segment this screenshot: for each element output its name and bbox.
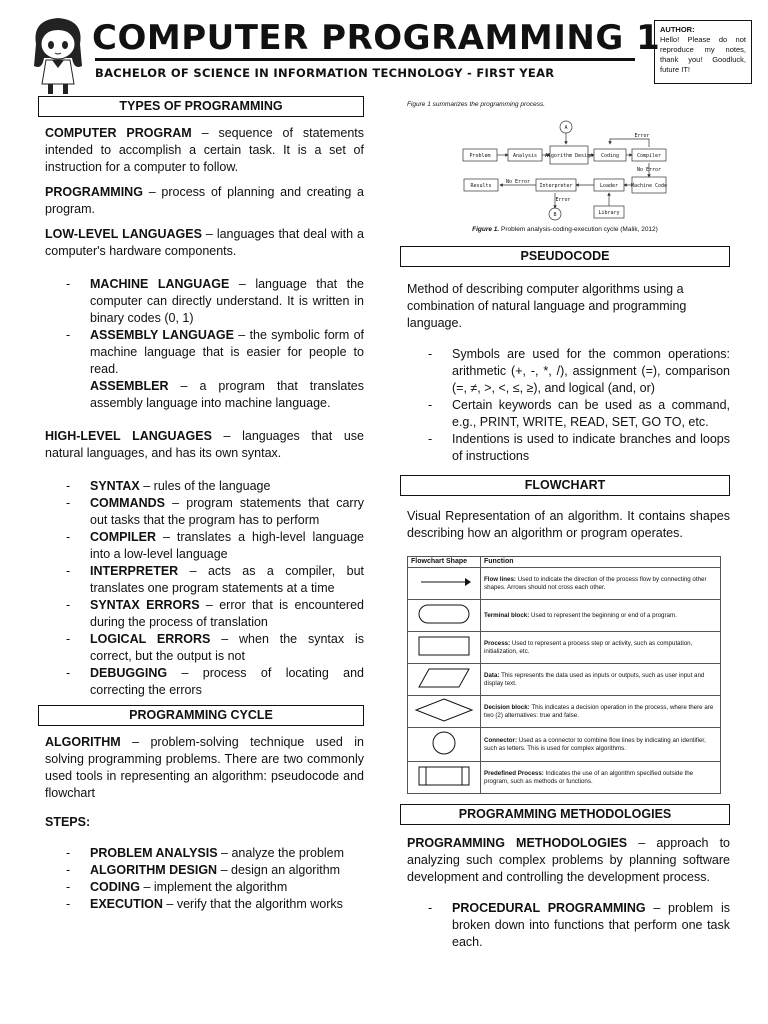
table-header-row — [408, 557, 721, 568]
table-cell — [408, 762, 481, 794]
term: ASSEMBLY LANGUAGE — [90, 328, 234, 342]
computer-program-definition — [45, 125, 364, 176]
definition: – languages that use natural languages, and has its own syntax. — [45, 429, 364, 460]
definition: – verify that the algorithm works — [162, 897, 343, 911]
definition: This indicates a decision operation in the process, where there are two (2) alternatives: true and false. — [484, 703, 714, 719]
low-level-definition — [45, 226, 364, 260]
term: COMPUTER PROGRAM — [45, 126, 192, 140]
diagram-label: Analysis — [512, 153, 538, 159]
pseudocode-heading: PSEUDOCODE — [400, 246, 730, 267]
diagram-edge-label: No Error — [636, 167, 662, 173]
list-item — [38, 478, 364, 495]
author-label: AUTHOR: — [660, 25, 695, 34]
page-subtitle: BACHELOR OF SCIENCE IN INFORMATION TECHNOLOGY - FIRST YEAR — [95, 66, 555, 80]
diagram-label: A — [564, 125, 568, 131]
term: SYNTAX ERRORS — [90, 598, 200, 612]
definition: – acts as a compiler, but translates one program statements at a time — [90, 564, 364, 595]
list-item — [38, 845, 364, 862]
term: Predefined Process: — [484, 769, 544, 777]
programming-definition — [45, 184, 364, 218]
steps-list — [38, 845, 364, 913]
figure-intro: Figure 1 summarizes the programming process. — [407, 101, 545, 108]
definition: – sequence of statements intended to accomplish a certain task. It is a set of instruction for a computer to follow. — [45, 126, 364, 174]
list-item — [38, 563, 364, 597]
term: STEPS: — [45, 815, 91, 829]
figure-caption-label: Figure 1. — [472, 226, 500, 233]
figure-caption-text: Problem analysis-coding-execution cycle (Malik, 2012) — [499, 226, 658, 233]
high-level-list — [38, 478, 364, 699]
definition: – rules of the language — [139, 479, 271, 493]
table-cell — [481, 762, 721, 794]
table-cell — [408, 600, 481, 632]
definition: – process of locating and correcting the errors — [90, 666, 364, 697]
list-item — [38, 631, 364, 665]
programming-cycle-heading: PROGRAMMING CYCLE — [38, 705, 364, 726]
definition: This represents the data used as inputs or outputs, such as user input and display text. — [484, 671, 705, 687]
programming-process-diagram — [400, 113, 730, 221]
definition: – problem-solving technique used in solving programming problems. There are two commonly used tools in representing an algorithm: pseudocode and flowchart — [45, 735, 364, 800]
diagram-label: Results — [470, 183, 492, 189]
process-shape-icon — [417, 635, 471, 657]
term: INTERPRETER — [90, 564, 179, 578]
list-item: - Indentions is used to indicate branches and loops of instructions — [400, 431, 730, 465]
diagram-edge-label: Error — [634, 133, 650, 139]
programming-methodologies-heading: PROGRAMMING METHODOLOGIES — [400, 804, 730, 825]
types-of-programming-heading: TYPES OF PROGRAMMING — [38, 96, 364, 117]
diagram-label: B — [553, 212, 557, 218]
list-item — [38, 665, 364, 699]
definition: – error that is encountered during the process of translation — [90, 598, 364, 629]
definition: – analyze the problem — [217, 846, 345, 860]
table-row — [408, 728, 721, 762]
definition: – when the syntax is correct, but the output is not — [90, 632, 364, 663]
diagram-label: Library — [598, 210, 620, 216]
list-item — [400, 900, 730, 951]
table-cell — [481, 600, 721, 632]
table-cell — [481, 664, 721, 696]
diagram-label: Problem — [469, 153, 491, 159]
term: PROGRAMMING METHODOLOGIES — [407, 836, 628, 850]
definition: – program statements that carry out tasks that the program has to perform — [90, 496, 364, 527]
author-box — [654, 20, 752, 84]
definition: – problem is broken down into functions that perform one task each. — [452, 901, 730, 949]
definition: Used to indicate the direction of the process flow by connecting other shapes. Arrows should not cross each other. — [484, 575, 707, 591]
right-column — [400, 96, 730, 959]
term: PROCEDURAL PROGRAMMING — [452, 901, 646, 915]
algorithm-definition — [45, 734, 364, 802]
predefined-process-icon — [417, 765, 471, 787]
table-row — [408, 600, 721, 632]
arrow-icon — [417, 577, 471, 587]
term: Terminal block: — [484, 611, 530, 619]
term: SYNTAX — [90, 479, 140, 493]
diagram-edge-label: Error — [555, 197, 571, 203]
definition: – a program that translates assembly language into machine language. — [90, 379, 364, 410]
list-item: - Symbols are used for the common operations: arithmetic (+, -, *, /), assignment (=), comparison (=, ≠, >, <, ≤, ≥), and logical (and, or) — [400, 346, 730, 397]
definition: – languages that deal with a computer's hardware components. — [45, 227, 364, 258]
definition: – language that the computer can directly understand. It is written in binary codes (0, 1) — [90, 277, 364, 325]
list-item — [38, 276, 364, 327]
methodologies-definition — [407, 835, 730, 886]
table-cell — [408, 728, 481, 762]
table-cell — [481, 728, 721, 762]
list-item: - Certain keywords can be used as a command, e.g., PRINT, WRITE, READ, SET, GO TO, etc. — [400, 397, 730, 431]
definition: Used to represent the beginning or end of a program. — [529, 611, 677, 619]
term: ALGORITHM — [45, 735, 121, 749]
figure-caption — [400, 221, 730, 238]
table-row — [408, 696, 721, 728]
assembler-definition — [38, 378, 364, 412]
table-cell — [408, 664, 481, 696]
diagram-label: Loader — [599, 183, 619, 189]
term: HIGH-LEVEL LANGUAGES — [45, 429, 212, 443]
connector-shape-icon — [431, 730, 457, 756]
steps-label — [45, 814, 364, 831]
left-column — [38, 96, 364, 921]
list-item — [38, 597, 364, 631]
table-header: Function — [481, 557, 721, 568]
table-header: Flowchart Shape — [408, 557, 481, 568]
table-row — [408, 632, 721, 664]
list-item — [38, 896, 364, 913]
term: Data: — [484, 671, 500, 679]
diagram-label: Machine Code — [630, 183, 668, 189]
table-cell — [408, 696, 481, 728]
term: MACHINE LANGUAGE — [90, 277, 230, 291]
term: Decision block: — [484, 703, 530, 711]
table-cell — [481, 696, 721, 728]
table-cell — [481, 568, 721, 600]
author-note: Hello! Please do not reproduce my notes, thank you! Goodluck, future IT! — [660, 35, 746, 74]
pseudocode-list — [400, 346, 730, 465]
data-shape-icon — [417, 667, 471, 689]
term: Process: — [484, 639, 511, 647]
definition: Used as a connector to combine flow lines by indicating an identifier, such as letters. This is used for complex algorithms. — [484, 736, 706, 752]
term: ASSEMBLER — [90, 379, 169, 393]
flowchart-heading: FLOWCHART — [400, 475, 730, 496]
definition: – translates a high-level language into a low-level language — [90, 530, 364, 561]
definition: Indicates the use of an algorithm specified outside the program, such as methods or functions. — [484, 769, 694, 785]
diagram-label: Algorithm Design — [544, 153, 594, 159]
table-cell — [408, 568, 481, 600]
methodologies-list — [400, 900, 730, 951]
term: EXECUTION — [90, 897, 163, 911]
term: PROBLEM ANALYSIS — [90, 846, 218, 860]
term: PROGRAMMING — [45, 185, 143, 199]
definition: – the symbolic form of machine language that is easier for people to read. — [90, 328, 364, 376]
term: DEBUGGING — [90, 666, 168, 680]
table-row — [408, 568, 721, 600]
term: Connector: — [484, 736, 517, 744]
terminal-shape-icon — [417, 603, 471, 625]
high-level-definition — [45, 428, 364, 462]
definition: – implement the algorithm — [140, 880, 288, 894]
table-cell — [408, 632, 481, 664]
flowchart-shapes-table — [407, 556, 721, 794]
diagram-label: Interpreter — [539, 183, 573, 189]
page-title: COMPUTER PROGRAMMING 1 — [92, 18, 661, 58]
term: COMPILER — [90, 530, 156, 544]
decision-shape-icon — [414, 698, 474, 722]
term: LOGICAL ERRORS — [90, 632, 211, 646]
low-level-list — [38, 276, 364, 378]
diagram-label: Coding — [600, 153, 620, 159]
list-item — [38, 327, 364, 378]
table-row — [408, 664, 721, 696]
definition: – process of planning and creating a program. — [45, 185, 364, 216]
term: CODING — [90, 880, 140, 894]
table-row — [408, 762, 721, 794]
definition: Used to represent a process step or activity, such as computation, initialization, etc. — [484, 639, 693, 655]
list-item — [38, 862, 364, 879]
term: ALGORITHM DESIGN — [90, 863, 218, 877]
list-item — [38, 529, 364, 563]
list-item — [38, 495, 364, 529]
definition: – design an algorithm — [217, 863, 341, 877]
term: COMMANDS — [90, 496, 165, 510]
term: LOW-LEVEL LANGUAGES — [45, 227, 202, 241]
diagram-edge-label: No Error — [505, 179, 531, 185]
definition: – approach to analyzing such complex problems by planning software development and controlling the development process. — [407, 836, 731, 884]
title-underline — [95, 58, 635, 61]
diagram-label: Compiler — [636, 153, 662, 159]
pseudocode-definition: Method of describing computer algorithms using a combination of natural language and programming language. — [407, 282, 687, 330]
term: Flow lines: — [484, 575, 516, 583]
flowchart-definition: Visual Representation of an algorithm. It contains shapes describing how an algorithm or program operates. — [407, 509, 730, 540]
table-cell — [481, 632, 721, 664]
chibi-girl-logo — [28, 14, 88, 96]
list-item — [38, 879, 364, 896]
